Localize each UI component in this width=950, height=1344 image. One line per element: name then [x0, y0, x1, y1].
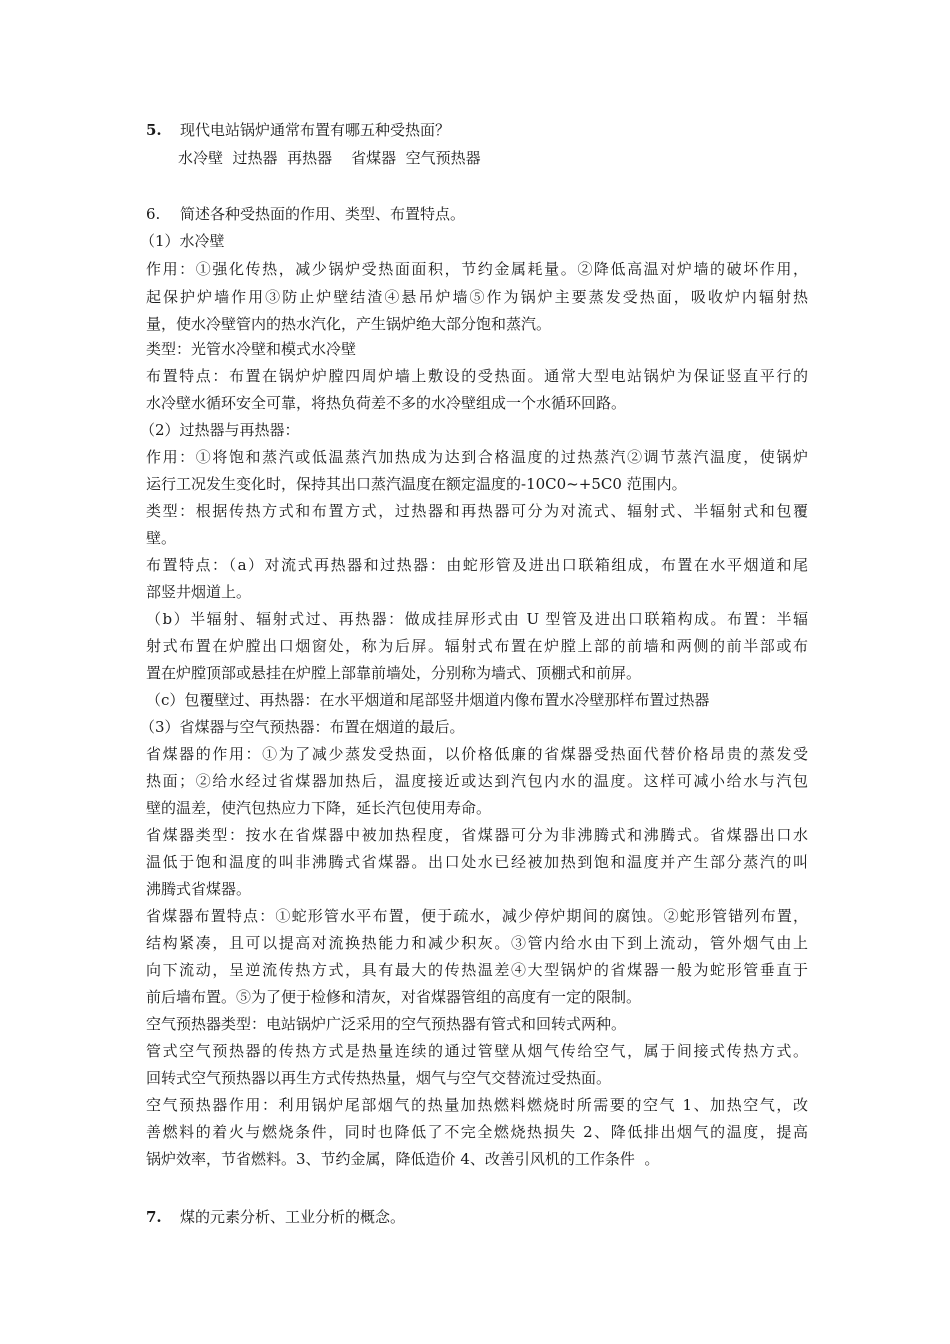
paragraph-line: 空气预热器类型：电站锅炉广泛采用的空气预热器有管式和回转式两种。 [146, 1015, 627, 1033]
paragraph-line: 类型：根据传热方式和布置方式，过热器和再热器可分为对流式、辐射式、半辐射式和包覆 [146, 502, 808, 520]
paragraph-line: 运行工况发生变化时，保持其出口蒸汽温度在额定温度的-10C0~+5C0 范围内。 [146, 475, 687, 493]
paragraph-line: 壁的温差，使汽包热应力下降，延长汽包使用寿命。 [146, 799, 492, 817]
paragraph-line: 空气预热器作用：利用锅炉尾部烟气的热量加热燃料燃烧时所需要的空气 1、加热空气，改 [146, 1096, 808, 1114]
paragraph-line: 热面；②给水经过省煤器加热后，温度接近或达到汽包内水的温度。这样可减小给水与汽包 [146, 772, 808, 790]
question-number: 7. [146, 1208, 162, 1226]
paragraph-line: 作用：①将饱和蒸汽或低温蒸汽加热成为达到合格温度的过热蒸汽②调节蒸汽温度，使锅炉 [146, 448, 808, 466]
paragraph-line: 锅炉效率，节省燃料。3、节约金属，降低造价 4、改善引风机的工作条件 。 [146, 1150, 660, 1168]
question-text: 简述各种受热面的作用、类型、布置特点。 [180, 205, 466, 223]
paragraph-line: 沸腾式省煤器。 [146, 880, 252, 898]
paragraph-line: 省煤器类型：按水在省煤器中被加热程度，省煤器可分为非沸腾式和沸腾式。省煤器出口水 [146, 826, 808, 844]
question-text: 煤的元素分析、工业分析的概念。 [180, 1208, 406, 1226]
paragraph-line: 管式空气预热器的传热方式是热量连续的通过管壁从烟气传给空气，属于间接式传热方式。 [146, 1042, 808, 1060]
paragraph-line: 回转式空气预热器以再生方式传热热量，烟气与空气交替流过受热面。 [146, 1069, 612, 1087]
paragraph-line: 省煤器的作用：①为了减少蒸发受热面，以价格低廉的省煤器受热面代替价格昂贵的蒸发受 [146, 745, 808, 763]
question-5-answer: 水冷壁 过热器 再热器 省煤器 空气预热器 [178, 149, 481, 167]
question-text: 现代电站锅炉通常布置有哪五种受热面？ [180, 121, 451, 139]
section-heading: （2）过热器与再热器： [140, 421, 300, 439]
paragraph-line: 类型：光管水冷壁和模式水冷壁 [146, 340, 357, 358]
paragraph-line: 射式布置在炉膛出口烟窗处，称为后屏。辐射式布置在炉膛上部的前墙和两侧的前半部或布 [146, 637, 808, 655]
paragraph-line: 省煤器布置特点：①蛇形管水平布置，便于疏水，减少停炉期间的腐蚀。②蛇形管错列布置， [146, 907, 808, 925]
question-number: 6. [146, 205, 161, 223]
section-heading: （1）水冷壁 [140, 232, 225, 250]
section-heading: （3）省煤器与空气预热器：布置在烟道的最后。 [140, 718, 465, 736]
paragraph-line: 起保护炉墙作用③防止炉壁结渣④悬吊炉墙⑤作为锅炉主要蒸发受热面，吸收炉内辐射热 [146, 288, 808, 306]
paragraph-line: 布置特点：（a）对流式再热器和过热器：由蛇形管及进出口联箱组成，布置在水平烟道和尾 [146, 556, 808, 574]
paragraph-line: 作用：①强化传热，减少锅炉受热面面积，节约金属耗量。②降低高温对炉墙的破坏作用， [146, 260, 808, 278]
paragraph-line: 布置特点：布置在锅炉炉膛四周炉墙上敷设的受热面。通常大型电站锅炉为保证竖直平行的 [146, 367, 808, 385]
paragraph-line: 量，使水冷壁管内的热水汽化，产生锅炉绝大部分饱和蒸汽。 [146, 315, 552, 333]
paragraph-line: 前后墙布置。⑤为了便于检修和清灰，对省煤器管组的高度有一定的限制。 [146, 988, 642, 1006]
paragraph-line: 水冷壁水循环安全可靠，将热负荷差不多的水冷壁组成一个水循环回路。 [146, 394, 627, 412]
question-6 [146, 205, 808, 223]
paragraph-line: 壁。 [146, 529, 177, 547]
paragraph-line: （c）包覆壁过、再热器：在水平烟道和尾部竖井烟道内像布置水冷壁那样布置过热器 [146, 691, 710, 709]
question-number: 5. [146, 121, 162, 139]
question-7 [146, 1208, 808, 1226]
paragraph-line: 结构紧凑，且可以提高对流换热能力和减少积灰。③管内给水由下到上流动，管外烟气由上 [146, 934, 808, 952]
paragraph-line: 部竖井烟道上。 [146, 583, 252, 601]
paragraph-line: （b）半辐射、辐射式过、再热器：做成挂屏形式由 U 型管及进出口联箱构成。布置：半辐 [146, 610, 808, 628]
paragraph-line: 向下流动，呈逆流传热方式，具有最大的传热温差④大型锅炉的省煤器一般为蛇形管垂直于 [146, 961, 808, 979]
paragraph-line: 温低于饱和温度的叫非沸腾式省煤器。出口处水已经被加热到饱和温度并产生部分蒸汽的叫 [146, 853, 808, 871]
paragraph-line: 善燃料的着火与燃烧条件，同时也降低了不完全燃烧热损失 2、降低排出烟气的温度，提高 [146, 1123, 808, 1141]
question-5 [146, 121, 808, 139]
paragraph-line: 置在炉膛顶部或悬挂在炉膛上部靠前墙处，分别称为墙式、顶棚式和前屏。 [146, 664, 642, 682]
